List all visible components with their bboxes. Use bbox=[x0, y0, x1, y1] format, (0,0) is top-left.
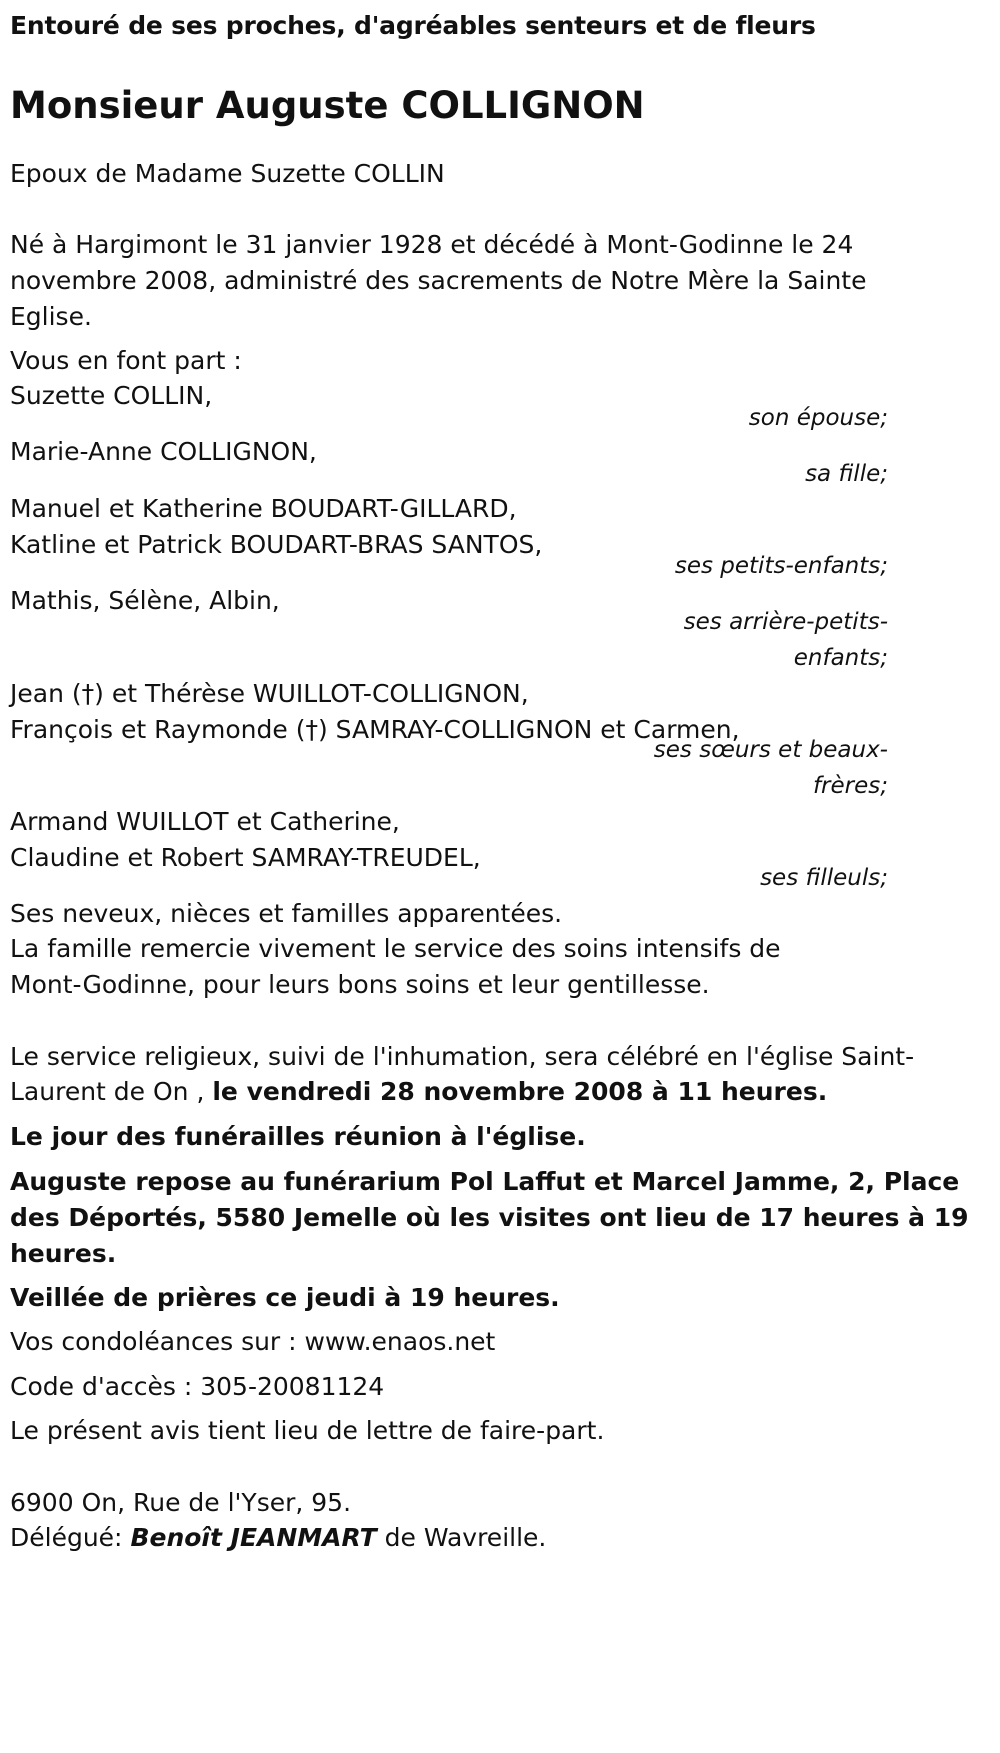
family-name: Suzette COLLIN, bbox=[10, 381, 213, 410]
condolences-line: Vos condoléances sur : www.enaos.net bbox=[10, 1327, 496, 1356]
family-relation: ses filleuls; bbox=[760, 865, 888, 891]
service-line-2 bbox=[10, 1074, 888, 1110]
funeral-home-line-3: heures. bbox=[10, 1239, 117, 1268]
family-name: Jean (†) et Thérèse WUILLOT-COLLIGNON, bbox=[10, 679, 529, 708]
family-relation: son épouse; bbox=[748, 405, 888, 431]
deceased-name: Monsieur Auguste COLLIGNON bbox=[10, 84, 645, 127]
others-line-1: Ses neveux, nièces et familles apparentées. bbox=[10, 899, 563, 928]
others-line-3: Mont-Godinne, pour leurs bons soins et leur gentillesse. bbox=[10, 970, 710, 999]
family-name: Claudine et Robert SAMRAY-TREUDEL, bbox=[10, 843, 481, 872]
service-line-1: Le service religieux, suivi de l'inhumation, sera célébré en l'église Saint- bbox=[10, 1042, 915, 1071]
address-line: 6900 On, Rue de l'Yser, 95. bbox=[10, 1488, 352, 1517]
service-date: le vendredi 28 novembre 2008 à 11 heures. bbox=[212, 1077, 828, 1106]
others-line-2: La famille remercie vivement le service des soins intensifs de bbox=[10, 934, 781, 963]
family-name: François et Raymonde (†) SAMRAY-COLLIGNON et Carmen, bbox=[10, 715, 740, 744]
access-code-line: Code d'accès : 305-20081124 bbox=[10, 1372, 385, 1401]
birth-death-line-3: Eglise. bbox=[10, 302, 92, 331]
reunion-line: Le jour des funérailles réunion à l'église. bbox=[10, 1122, 586, 1151]
family-name: Manuel et Katherine BOUDART-GILLARD, bbox=[10, 494, 517, 523]
intro-line: Entouré de ses proches, d'agréables senteurs et de fleurs bbox=[10, 11, 816, 40]
family-relation: frères; bbox=[812, 773, 888, 799]
vigil-line: Veillée de prières ce jeudi à 19 heures. bbox=[10, 1283, 560, 1312]
family-name: Katline et Patrick BOUDART-BRAS SANTOS, bbox=[10, 530, 543, 559]
family-relation: enfants; bbox=[793, 645, 888, 671]
family-name: Mathis, Sélène, Albin, bbox=[10, 586, 280, 615]
delegate-prefix: Délégué: bbox=[10, 1523, 131, 1552]
service-location: Laurent de On , bbox=[10, 1077, 213, 1106]
delegate-suffix: de Wavreille. bbox=[376, 1523, 547, 1552]
funeral-home-line-1: Auguste repose au funérarium Pol Laffut et Marcel Jamme, 2, Place bbox=[10, 1167, 960, 1196]
birth-death-line-1: Né à Hargimont le 31 janvier 1928 et décédé à Mont-Godinne le 24 bbox=[10, 230, 854, 259]
family-relation: sa fille; bbox=[805, 461, 888, 487]
funeral-home-line-2: des Déportés, 5580 Jemelle où les visites ont lieu de 17 heures à 19 bbox=[10, 1203, 969, 1232]
announce-line: Vous en font part : bbox=[10, 346, 242, 375]
delegate-name: Benoît JEANMART bbox=[130, 1523, 377, 1552]
delegate-line bbox=[10, 1520, 888, 1556]
notice-note-line: Le présent avis tient lieu de lettre de faire-part. bbox=[10, 1416, 605, 1445]
family-name: Armand WUILLOT et Catherine, bbox=[10, 807, 400, 836]
family-name: Marie-Anne COLLIGNON, bbox=[10, 437, 317, 466]
spouse-line: Epoux de Madame Suzette COLLIN bbox=[10, 159, 445, 188]
family-relation: ses arrière-petits- bbox=[683, 609, 888, 635]
family-relation: ses petits-enfants; bbox=[674, 553, 888, 579]
birth-death-line-2: novembre 2008, administré des sacrements de Notre Mère la Sainte bbox=[10, 266, 867, 295]
family-relation: ses sœurs et beaux- bbox=[653, 737, 888, 763]
